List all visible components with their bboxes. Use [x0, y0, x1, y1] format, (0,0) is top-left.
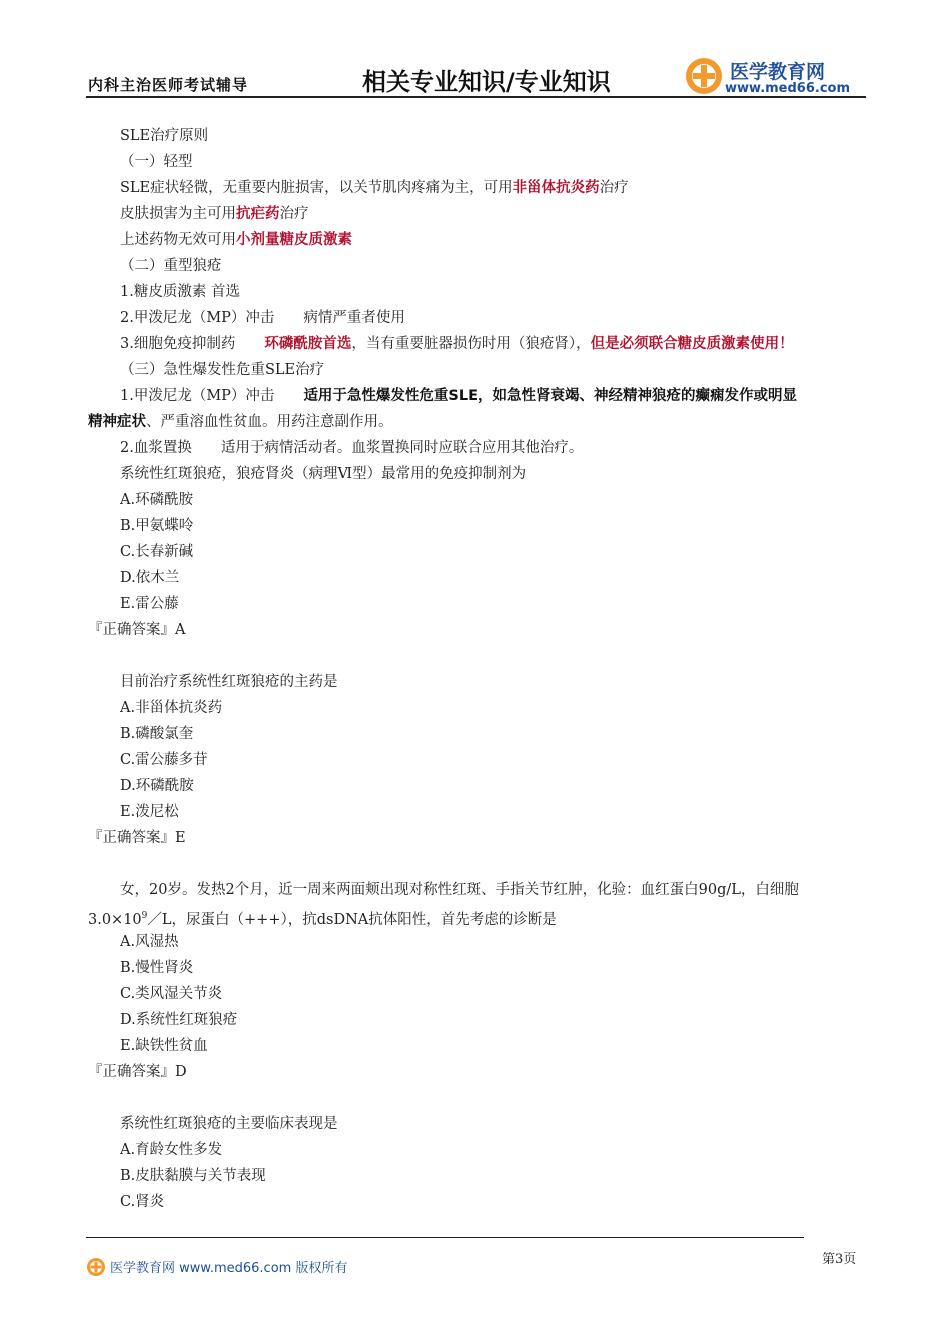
footer-copyright: 医学教育网 www.med66.com 版权所有 [110, 1261, 348, 1276]
light-type-label: （一）轻型 [120, 154, 193, 170]
q4-stem: 系统性红斑狼疮的主要临床表现是 [120, 1116, 338, 1132]
q4-option: C.肾炎 [120, 1194, 165, 1210]
page-header [0, 0, 950, 100]
q2-option: A.非甾体抗炎药 [120, 700, 223, 716]
heavy-type-label: （二）重型狼疮 [120, 258, 222, 274]
q3-option: B.慢性肾炎 [120, 960, 194, 976]
q2-answer: 『正确答案』E [88, 830, 186, 846]
q2-option: E.泼尼松 [120, 804, 179, 820]
q4-option: B.皮肤黏膜与关节表现 [120, 1168, 266, 1184]
header-divider [86, 96, 866, 98]
q3-stem-line-2 [88, 907, 557, 929]
text: 1.甲泼尼龙（MP）冲击 [120, 388, 304, 404]
page-number: 第3页 [822, 1252, 857, 1267]
text: 治疗 [279, 206, 309, 222]
highlight: 环磷酰胺首选 [264, 336, 352, 352]
q1-option: D.依木兰 [120, 570, 180, 586]
q1-answer: 『正确答案』A [88, 622, 186, 638]
highlight: 小剂量糖皮质激素 [236, 232, 352, 248]
q4-option: A.育龄女性多发 [120, 1142, 223, 1158]
light-type-line-2 [120, 205, 309, 223]
q3-option: A.风湿热 [120, 934, 179, 950]
q1-option: B.甲氨蝶呤 [120, 518, 194, 534]
bold-text: 精神症状 [88, 414, 146, 430]
section-heading: SLE治疗原则 [120, 128, 209, 144]
acute-type-item-1-cont [88, 413, 393, 431]
q3-stem-line-1: 女，20岁。发热2个月，近一周来两面颊出现对称性红斑、手指关节红肿，化验：血红蛋白90g/L，白细胞 [120, 882, 799, 898]
text: 治疗 [599, 180, 629, 196]
logo-url[interactable]: www.med66.com [725, 81, 851, 96]
q1-option: A.环磷酰胺 [120, 492, 194, 508]
light-type-line-3 [120, 231, 352, 249]
course-name: 内科主治医师考试辅导 [88, 76, 249, 94]
q3-option: C.类风湿关节炎 [120, 986, 223, 1002]
logo-brand-name: 医学教育网 [730, 61, 826, 83]
text: 上述药物无效可用 [120, 232, 236, 248]
text: SLE症状轻微，无重要内脏损害，以关节肌肉疼痛为主，可用 [120, 180, 513, 196]
q3-option: E.缺铁性贫血 [120, 1038, 208, 1054]
q2-option: C.雷公藤多苷 [120, 752, 208, 768]
heavy-type-item-3 [120, 335, 794, 353]
q3-option: D.系统性红斑狼疮 [120, 1012, 238, 1028]
heavy-type-item-1: 1.糖皮质激素 首选 [120, 284, 240, 300]
acute-type-item-2: 2.血浆置换 适用于病情活动者。血浆置换同时应联合应用其他治疗。 [120, 440, 584, 456]
text: 3.细胞免疫抑制药 [120, 336, 265, 352]
acute-type-item-1 [120, 387, 797, 405]
light-type-line-1 [120, 179, 629, 197]
highlight: 非甾体抗炎药 [512, 180, 600, 196]
text: ，当有重要脏器损伤时用（狼疮肾）， [351, 336, 591, 352]
med66-logo-icon [86, 1257, 106, 1277]
med66-logo-icon [684, 56, 724, 96]
q1-option: C.长春新碱 [120, 544, 194, 560]
q2-option: B.磷酸氯奎 [120, 726, 194, 742]
heavy-type-item-2: 2.甲泼尼龙（MP）冲击 病情严重者使用 [120, 310, 405, 326]
highlight: 但是必须联合糖皮质激素使用！ [590, 336, 794, 352]
text: ／L，尿蛋白（+++），抗dsDNA抗体阳性，首先考虑的诊断是 [147, 911, 557, 928]
q2-option: D.环磷酰胺 [120, 778, 194, 794]
highlight: 抗疟药 [236, 206, 280, 222]
q2-stem: 目前治疗系统性红斑狼疮的主药是 [120, 674, 338, 690]
bold-text: 适用于急性爆发性危重SLE，如急性肾衰竭、神经精神狼疮的癫痫发作或明显 [303, 388, 798, 404]
acute-type-label: （三）急性爆发性危重SLE治疗 [120, 362, 325, 378]
q3-answer: 『正确答案』D [88, 1064, 187, 1080]
text: 皮肤损害为主可用 [120, 206, 236, 222]
superscript: 9 [141, 911, 148, 921]
text: 、严重溶血性贫血。用药注意副作用。 [146, 414, 393, 430]
footer-divider [86, 1237, 804, 1238]
q1-option: E.雷公藤 [120, 596, 179, 612]
q1-stem: 系统性红斑狼疮，狼疮肾炎（病理Ⅵ型）最常用的免疫抑制剂为 [120, 466, 527, 482]
text: 3.0×10 [88, 911, 142, 928]
page-title: 相关专业知识/专业知识 [362, 68, 611, 96]
